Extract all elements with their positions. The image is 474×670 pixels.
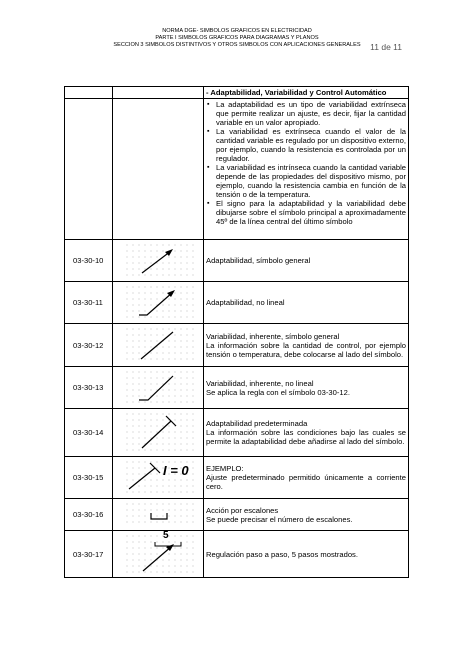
symbol-description: Acción por escalones Se puede precisar el número de escalones. <box>204 499 409 531</box>
symbol-code: 03-30-11 <box>65 282 113 324</box>
bullet-cell <box>204 99 409 240</box>
bullet-item: ▪ El signo para la adaptabilidad y la variabilidad debe dibujarse sobre el símbolo principal a aproximadamente 45º de la línea central del último símbolo <box>216 199 406 226</box>
symbol-cell <box>113 240 204 282</box>
symbol-code: 03-30-13 <box>65 367 113 409</box>
bullet-item: ▪ La variabilidad es extrínseca cuando el valor de la cantidad variable es regulado por un dispositivo externo, por ejemplo, cuando la resistencia es controlada por un regulador. <box>216 127 406 163</box>
grid-dots <box>127 328 194 359</box>
symbol-description: EJEMPLO: Ajuste predeterminado permitido únicamente a corriente cero. <box>204 457 409 499</box>
variability-inherent-symbol <box>115 326 202 365</box>
table-row <box>65 409 409 457</box>
table-header-row <box>65 87 409 99</box>
symbol-label: I = 0 <box>163 462 189 478</box>
empty-cell <box>113 87 204 99</box>
symbol-cell <box>113 324 204 367</box>
table-row <box>65 240 409 282</box>
bullet-item: ▪ La variabilidad es intrínseca cuando la cantidad variable depende de las propiedades del dispositivo mismo, por ejemplo, cuando la resistencia cambia en función de la tensión o de la temperatura. <box>216 163 406 199</box>
bullet-item: ▪ La adaptabilidad es un tipo de variabilidad extrínseca que permite realizar un ajuste, es decir, fijar la cantidad variable en un valor apropiado. <box>216 100 406 127</box>
symbol-description: Adaptabilidad, símbolo general <box>204 240 409 282</box>
adaptability-general-symbol <box>115 242 202 280</box>
grid-dots <box>127 286 194 317</box>
symbols-table <box>64 86 409 578</box>
step-action-symbol <box>115 501 202 529</box>
table-row <box>65 531 409 578</box>
symbol-code: 03-30-16 <box>65 499 113 531</box>
symbol-code: 03-30-12 <box>65 324 113 367</box>
grid-dots <box>127 535 194 572</box>
table-row <box>65 282 409 324</box>
adaptability-nonlinear-symbol <box>115 284 202 322</box>
adaptability-predetermined-symbol <box>115 411 202 455</box>
symbol-cell <box>113 367 204 409</box>
table-row <box>65 457 409 499</box>
variability-nonlinear-symbol <box>115 369 202 407</box>
symbol-code: 03-30-14 <box>65 409 113 457</box>
page-number: 11 de 11 <box>370 42 402 52</box>
symbol-code: 03-30-15 <box>65 457 113 499</box>
symbol-cell <box>113 282 204 324</box>
table-row <box>65 499 409 531</box>
symbol-code: 03-30-17 <box>65 531 113 578</box>
empty-cell <box>113 99 204 240</box>
symbol-cell <box>113 457 204 499</box>
symbol-description: Adaptabilidad, no lineal <box>204 282 409 324</box>
grid-dots <box>127 371 194 402</box>
table-row <box>65 324 409 367</box>
header-line-3: SECCION 3 SIMBOLOS DISTINTIVOS Y OTROS SIMBOLOS CON APLICACIONES GENERALES <box>113 42 361 48</box>
grid-dots <box>127 503 194 522</box>
document-header <box>0 28 474 49</box>
header-line-1: NORMA DGE- SIMBOLOS GRAFICOS EN ELECTRICIDAD <box>162 28 312 34</box>
step-regulation-symbol <box>115 529 202 576</box>
bullet-list <box>206 100 406 226</box>
table-row <box>65 367 409 409</box>
symbol-description: Variabilidad, inherente, símbolo general La información sobre la cantidad de control, por ejemplo tensión o temperatura, debe colocarse al lado del símbolo. <box>204 324 409 367</box>
header-line-2: PARTE I SIMBOLOS GRAFICOS PARA DIAGRAMAS Y PLANOS <box>155 35 319 41</box>
symbol-cell <box>113 499 204 531</box>
symbol-description: Regulación paso a paso, 5 pasos mostrados. <box>204 531 409 578</box>
symbol-cell <box>113 409 204 457</box>
section-title: - Adaptabilidad, Variabilidad y Control Automático <box>204 87 409 99</box>
symbol-description: Variabilidad, inherente, no lineal Se aplica la regla con el símbolo 03-30-12. <box>204 367 409 409</box>
step-count-label: 5 <box>163 529 169 541</box>
symbol-description: Adaptabilidad predeterminada La información sobre las condiciones bajo las cuales se permite la adaptabilidad debe añadirse al lado del símbolo. <box>204 409 409 457</box>
empty-cell <box>65 99 113 240</box>
empty-cell <box>65 87 113 99</box>
table-row <box>65 99 409 240</box>
symbol-code: 03-30-10 <box>65 240 113 282</box>
symbol-cell <box>113 531 204 578</box>
